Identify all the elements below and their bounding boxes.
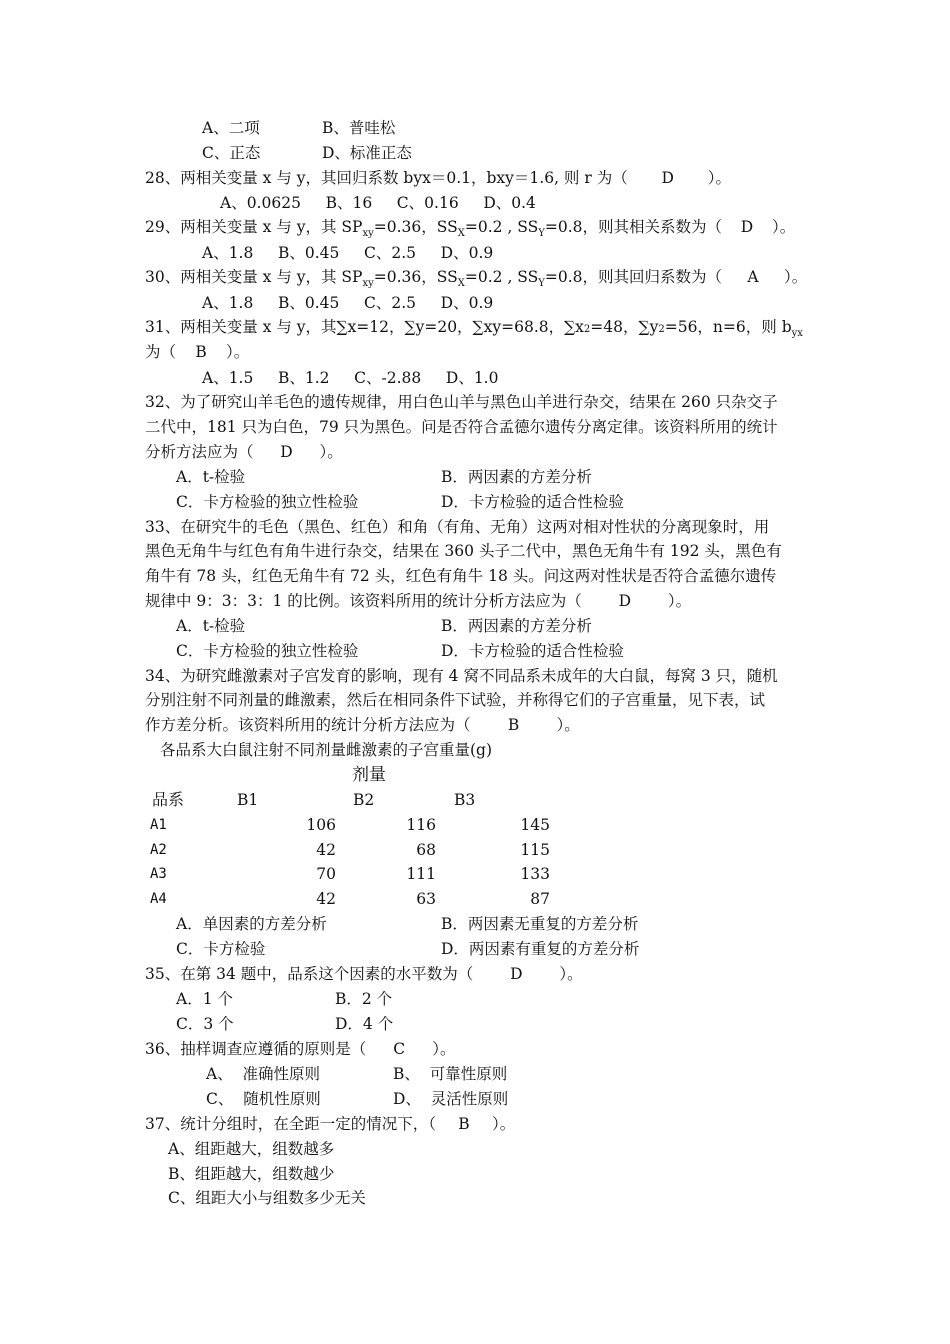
table-row-label: A4 (150, 891, 167, 907)
subscript: X (457, 228, 465, 239)
table-cell: 87 (530, 890, 550, 908)
question-29 (145, 217, 795, 244)
question-text: 31、两相关变量 x 与 y，其∑x=12，∑y=20，∑xy=68.8，∑x (145, 318, 584, 336)
question-close: ）。 (226, 343, 250, 361)
options-29: A、1.8 B、0.45 C、2.5 D、0.9 (202, 244, 494, 262)
option-d: D、标准正态 (322, 144, 412, 162)
option-d: D、 灵活性原则 (393, 1090, 509, 1108)
question-35 (145, 964, 583, 984)
question-text: 35、在第 34 题中，品系这个因素的水平数为（ (145, 965, 474, 983)
subscript: Y (538, 278, 545, 289)
option-b: B、 可靠性原则 (393, 1065, 508, 1083)
answer: D (661, 169, 674, 187)
answer: D (740, 218, 754, 236)
option-c: C．卡方检验的独立性检验 (176, 493, 359, 511)
option-a: A．t-检验 (176, 468, 246, 486)
question-text: =0.8，则其相关系数为（ (544, 218, 723, 236)
question-28 (145, 168, 731, 188)
option-c: C、组距大小与组数多少无关 (168, 1189, 366, 1207)
question-text: 为（ (145, 343, 177, 361)
question-close: ）。 (667, 592, 692, 610)
subscript: Y (538, 228, 545, 239)
table-cell: 68 (416, 841, 436, 859)
option-d: D．卡方检验的适合性检验 (441, 493, 624, 511)
question-text: =48，∑y (590, 318, 659, 336)
column-header: B3 (454, 791, 476, 809)
answer: D (618, 592, 632, 610)
table-cell: 116 (406, 816, 436, 834)
option-c: C、 随机性原则 (206, 1090, 321, 1108)
column-header: B1 (237, 791, 259, 809)
question-close: ）。 (559, 965, 583, 983)
option-b: B．两因素的方差分析 (441, 617, 592, 635)
option-c: C．卡方检验的独立性检验 (176, 642, 359, 660)
question-36 (145, 1039, 456, 1059)
question-33-line3: 角牛有 78 头，红色无角牛有 72 头，红色有角牛 18 头。问这两对性状是否符合孟德尔遗传 (145, 567, 777, 585)
question-34-line2: 分别注射不同剂量的雌激素，然后在相同条件下试验，并称得它们的子宫重量，见下表，试 (145, 691, 766, 709)
question-close: ）。 (432, 1040, 456, 1058)
option-a: A．t-检验 (176, 617, 246, 635)
question-close: ）。 (772, 218, 796, 236)
question-34-line3 (145, 715, 580, 735)
table-row-label: A1 (150, 817, 167, 833)
subscript: xy (362, 278, 374, 289)
question-32-line1: 32、为了研究山羊毛色的遗传规律，用白色山羊与黑色山羊进行杂交，结果在 260 只杂交子 (145, 393, 778, 411)
option-c: C．卡方检验 (176, 940, 266, 958)
question-text: 28、两相关变量 x 与 y，其回归系数 byx＝0.1，bxy＝1.6, 则 r 为（ (145, 169, 628, 187)
question-31-cont (145, 342, 249, 362)
question-text: =0.2 , SS (464, 218, 539, 236)
option-a: A．1 个 (176, 990, 233, 1008)
option-b: B．两因素无重复的方差分析 (441, 915, 639, 933)
option-b: B．两因素的方差分析 (441, 468, 592, 486)
dose-header: 剂量 (352, 765, 386, 785)
table-cell: 106 (306, 816, 336, 834)
answer: B (458, 1115, 470, 1133)
answer: A (747, 268, 759, 286)
options-31: A、1.5 B、1.2 C、-2.88 D、1.0 (202, 369, 499, 387)
subscript: xy (362, 228, 374, 239)
question-close: ）。 (556, 716, 580, 734)
option-d: D．卡方检验的适合性检验 (441, 642, 624, 660)
question-33-line4 (145, 591, 691, 611)
question-text: =56，n=6，则 b (664, 318, 792, 336)
table-row-label: A3 (150, 866, 167, 882)
answer: D (280, 443, 293, 461)
answer: C (393, 1040, 406, 1058)
answer: B (195, 343, 207, 361)
question-text: 规律中 9：3：3：1 的比例。该资料所用的统计分析方法应为（ (145, 592, 582, 610)
table-cell: 42 (316, 841, 336, 859)
question-text: =0.8，则其回归系数为（ (544, 268, 723, 286)
column-header: B2 (353, 791, 375, 809)
question-31 (145, 317, 803, 344)
options-28: A、0.0625 B、16 C、0.16 D、0.4 (220, 194, 536, 212)
option-a: A．单因素的方差分析 (176, 915, 327, 933)
question-text: =0.36，SS (373, 218, 458, 236)
question-30 (145, 267, 807, 294)
option-a: A、二项 (202, 119, 260, 137)
option-a: A、组距越大，组数越多 (168, 1140, 335, 1158)
subscript: yx (791, 328, 803, 339)
question-text: =0.36，SS (373, 268, 458, 286)
table-cell: 70 (316, 865, 336, 883)
table-row-label: A2 (150, 842, 167, 858)
table-cell: 42 (316, 890, 336, 908)
option-d: D．两因素有重复的方差分析 (441, 940, 640, 958)
question-text: =0.2 , SS (464, 268, 539, 286)
table-cell: 111 (406, 865, 436, 883)
question-close: ）。 (707, 169, 731, 187)
table-cell: 63 (416, 890, 436, 908)
option-b: B、组距越大，组数越少 (168, 1165, 335, 1183)
option-a: A、 准确性原则 (206, 1065, 321, 1083)
question-close: ）。 (491, 1115, 516, 1133)
question-37 (145, 1114, 515, 1134)
question-text: 分析方法应为（ (145, 443, 254, 461)
table-cell: 133 (520, 865, 550, 883)
question-text: 36、抽样调查应遵循的原则是（ (145, 1040, 367, 1058)
question-text: 29、两相关变量 x 与 y，其 SP (145, 218, 363, 236)
question-close: ）。 (319, 443, 343, 461)
exponent: 2 (658, 324, 665, 335)
table-cell: 145 (520, 816, 550, 834)
question-32-line3 (145, 442, 343, 462)
question-34-line1: 34、为研究雌激素对子宫发育的影响，现有 4 窝不同品系未成年的大白鼠，每窝 3 只，随机 (145, 667, 778, 685)
table-caption: 各品系大白鼠注射不同剂量雌激素的子宫重量(g) (160, 741, 493, 759)
option-c: C．3 个 (176, 1015, 234, 1033)
answer: D (510, 965, 523, 983)
exponent: 2 (583, 324, 591, 335)
question-32-line2: 二代中，181 只为白色，79 只为黑色。问是否符合孟德尔遗传分离定律。该资料所用的统计 (145, 418, 778, 436)
option-c: C、正态 (202, 144, 261, 162)
question-text: 37、统计分组时，在全距一定的情况下，（ (145, 1115, 436, 1133)
subscript: X (457, 278, 465, 289)
question-33-line1: 33、在研究牛的毛色（黑色、红色）和角（有角、无角）这两对相对性状的分离现象时，用 (145, 518, 770, 536)
row-header: 品系 (152, 790, 185, 809)
question-close: ）。 (784, 268, 808, 286)
table-cell: 115 (520, 841, 550, 859)
question-text: 作方差分析。该资料所用的统计分析方法应为（ (145, 716, 471, 734)
answer: B (507, 716, 520, 734)
question-text: 30、两相关变量 x 与 y，其 SP (145, 268, 363, 286)
options-30: A、1.8 B、0.45 C、2.5 D、0.9 (202, 294, 494, 312)
option-b: B．2 个 (335, 990, 393, 1008)
option-d: D．4 个 (335, 1015, 394, 1033)
option-b: B、普哇松 (322, 119, 396, 137)
question-33-line2: 黑色无角牛与红色有角牛进行杂交，结果在 360 头子二代中，黑色无角牛有 192 头，黑色有 (145, 542, 782, 560)
